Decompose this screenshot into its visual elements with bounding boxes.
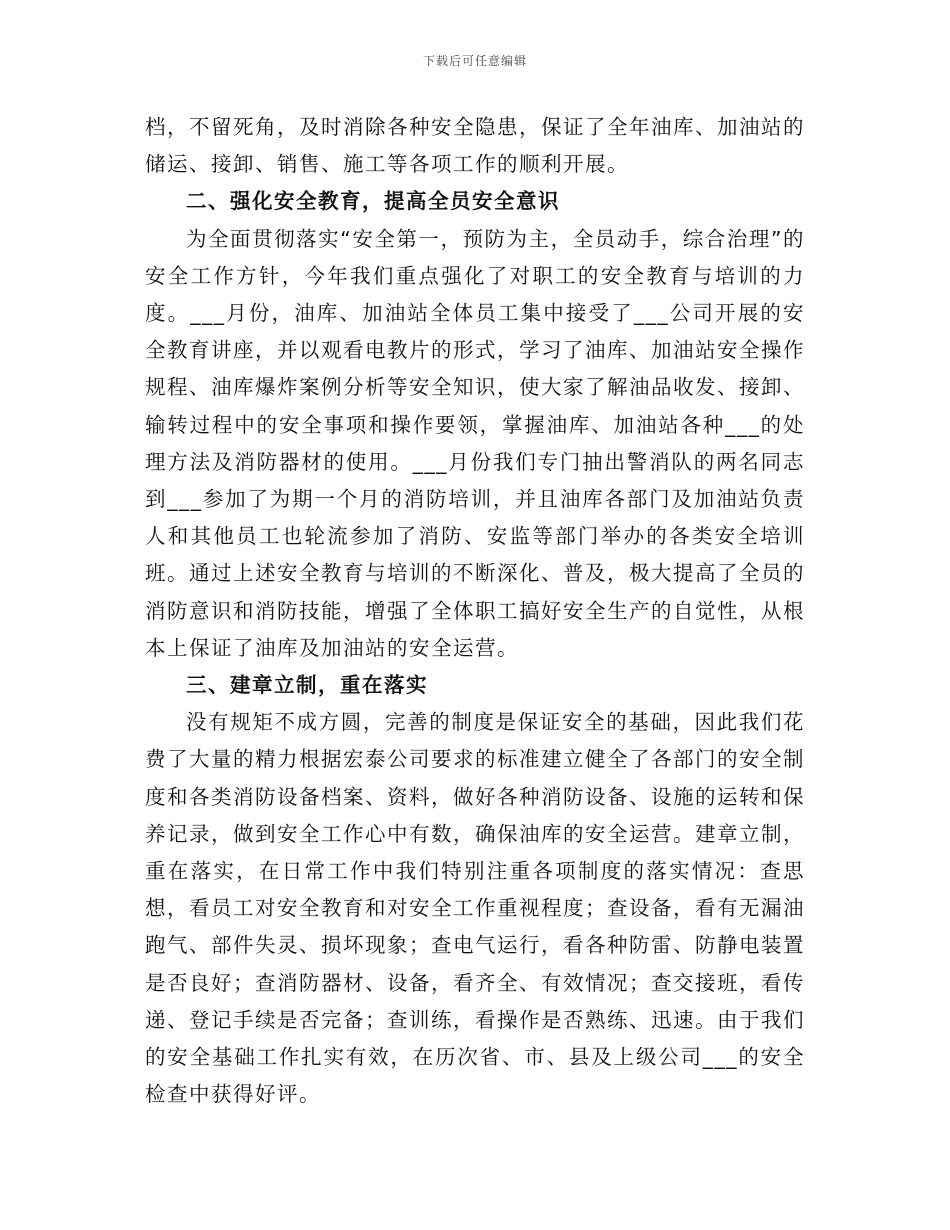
paragraph-regulations: 没有规矩不成方圆，完善的制度是保证安全的基础，因此我们花费了大量的精力根据宏泰公司要求的标准建立健全了各部门的安全制度和各类消防设备档案、资料，做好各种消防设备、设施的运转和保养记录，做到安全工作心中有数，确保油库的安全运营。建章立制，重在落实，在日常工作中我们特别注重各项制度的落实情况：查思想，看员工对安全教育和对安全工作重视程度；查设备，看有无漏油跑气、部件失灵、损坏现象；查电气运行，看各种防雷、防静电装置是否良好；查消防器材、设备，看齐全、有效情况；查交接班，看传递、登记手续是否完备；查训练，看操作是否熟练、迅速。由于我们的安全基础工作扎实有效，在历次省、市、县及上级公司___的安全检查中获得好评。 [145, 710, 805, 1107]
paragraph-safety-education: 为全面贯彻落实“安全第一，预防为主，全员动手，综合治理”的安全工作方针，今年我们重点强化了对职工的安全教育与培训的力度。___月份，油库、加油站全体员工集中接受了___公司开展的安全教育讲座，并以观看电教片的形式，学习了油库、加油站安全操作规程、油库爆炸案例分析等安全知识，使大家了解油品收发、接卸、输转过程中的安全事项和操作要领，掌握油库、加油站各种___的处理方法及消防器材的使用。___月份我们专门抽出警消队的两名同志到___参加了为期一个月的消防培训，并且油库各部门及加油站负责人和其他员工也轮流参加了消防、安监等部门举办的各类安全培训班。通过上述安全教育与培训的不断深化、普及，极大提高了全员的消防意识和消防技能，增强了全体职工搞好安全生产的自觉性，从根本上保证了油库及加油站的安全运营。 [145, 226, 805, 660]
continued-paragraph: 档，不留死角，及时消除各种安全隐患，保证了全年油库、加油站的储运、接卸、销售、施工等各项工作的顺利开展。 [145, 115, 805, 177]
section-heading-safety-education: 二、强化安全教育，提高全员安全意识 [186, 189, 560, 214]
document-body [145, 109, 805, 1113]
page-header: 下载后可任意编辑 [422, 54, 527, 68]
section-heading-regulations: 三、建章立制，重在落实 [186, 673, 428, 698]
